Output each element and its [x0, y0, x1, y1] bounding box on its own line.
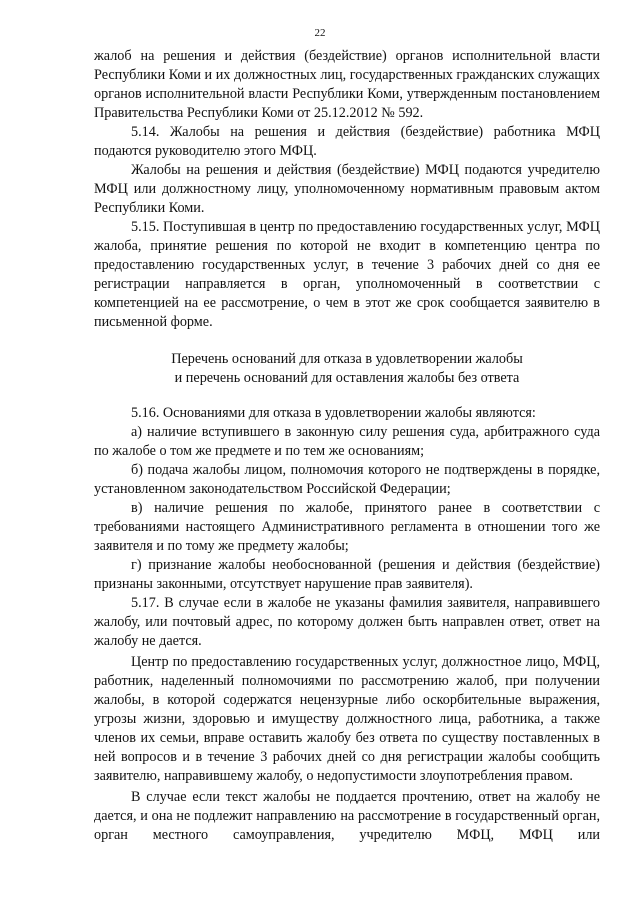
- paragraph-5-16: 5.16. Основаниями для отказа в удовлетворении жалобы являются:: [131, 405, 536, 421]
- paragraph-abusive-complaints: Центр по предоставлению государственных услуг, должностное лицо, МФЦ, работник, наделенный полномочиями по рассмотрению жалоб, при получении жалобы, в которой содержатся нецензурные либо оскорбительные выражения, угрозы жизни, здоровью и имуществу должностного лица, работника, а также членов их семьи, вправе оставить жалобу без ответа по существу поставленных в ней вопросов и в течение 3 рабочих дней со дня регистрации жалобы сообщить заявителю, направившему жалобу, о недопустимости злоупотребления правом.: [94, 654, 600, 784]
- paragraph-mfc-complaints: Жалобы на решения и действия (бездействие) МФЦ подаются учредителю МФЦ или должностному лицу, уполномоченному нормативным правовым актом Республики Коми.: [94, 162, 600, 216]
- document-body: [94, 47, 600, 845]
- paragraph-5-14: 5.14. Жалобы на решения и действия (бездействие) работника МФЦ подаются руководителю этого МФЦ.: [94, 124, 600, 159]
- list-item-a: а) наличие вступившего в законную силу решения суда, арбитражного суда по жалобе о том же предмете и по тем же основаниям;: [94, 424, 600, 459]
- section-heading: [94, 350, 600, 388]
- paragraph-unreadable-complaints: В случае если текст жалобы не поддается прочтению, ответ на жалобу не дается, и она не подлежит направлению на рассмотрение в государственный орган, орган местного самоуправления, учредителю МФЦ, МФЦ или: [94, 789, 600, 843]
- section-heading-line-2: и перечень оснований для оставления жалобы без ответа: [174, 370, 520, 386]
- section-heading-line-1: Перечень оснований для отказа в удовлетворении жалобы: [171, 351, 523, 367]
- paragraph-5-15: 5.15. Поступившая в центр по предоставлению государственных услуг, МФЦ жалоба, принятие решения по которой не входит в компетенцию центра по предоставлению государственных услуг, в течение 3 рабочих дней со дня ее регистрации направляется в орган, уполномоченный в соответствии с компетенцией на ее рассмотрение, о чем в этот же срок сообщается заявителю в письменной форме.: [94, 219, 600, 330]
- paragraph-continuation: жалоб на решения и действия (бездействие) органов исполнительной власти Республики Коми и их должностных лиц, государственных гражданских служащих органов исполнительной власти Республики Коми, утвержденным постановлением Правительства Республики Коми от 25.12.2012 № 592.: [94, 48, 600, 121]
- list-item-g: г) признание жалобы необоснованной (решения и действия (бездействие) признаны законными, отсутствует нарушение прав заявителя).: [94, 557, 600, 592]
- list-item-v: в) наличие решения по жалобе, принятого ранее в соответствии с требованиями настоящего Административного регламента в отношении того же заявителя и по тому же предмету жалобы;: [94, 500, 600, 554]
- list-item-b: б) подача жалобы лицом, полномочия которого не подтверждены в порядке, установленном законодательством Российской Федерации;: [94, 462, 600, 497]
- page-number: 22: [314, 27, 326, 39]
- paragraph-5-17: 5.17. В случае если в жалобе не указаны фамилия заявителя, направившего жалобу, или почтовый адрес, по которому должен быть направлен ответ, ответ на жалобу не дается.: [94, 595, 600, 649]
